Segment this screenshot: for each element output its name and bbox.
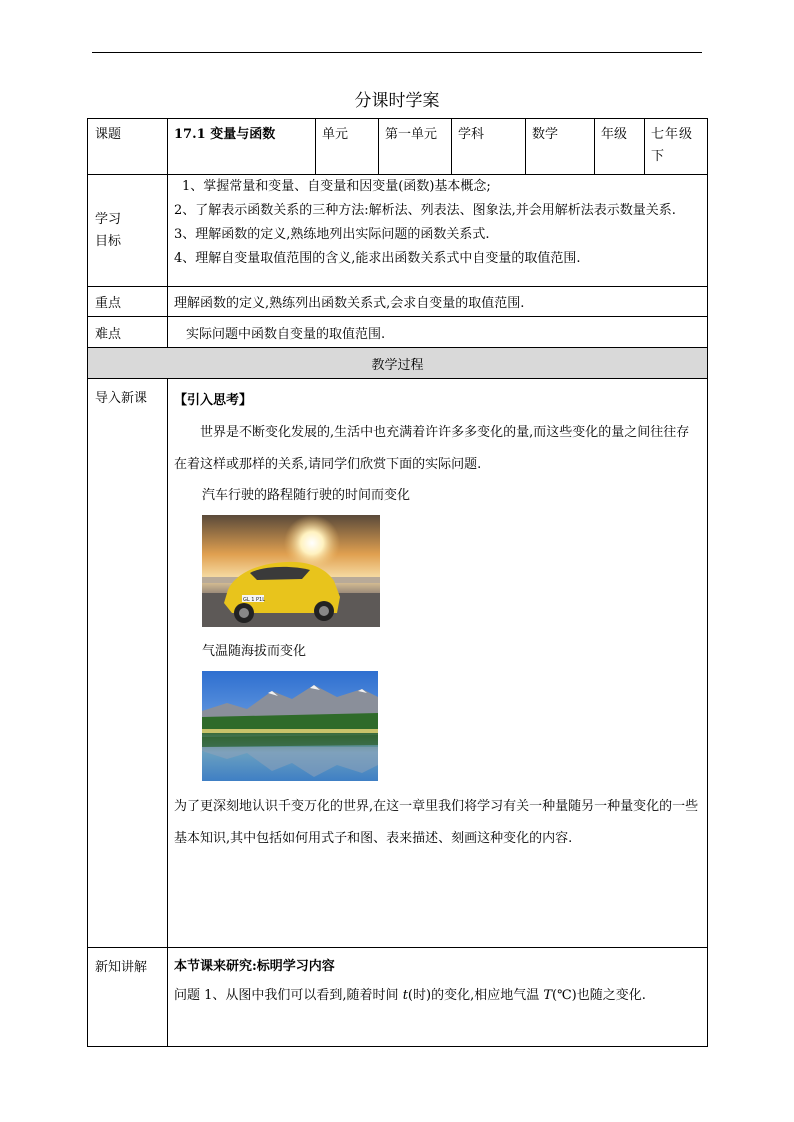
header-row [88, 119, 708, 175]
objectives-list [168, 175, 708, 287]
unit-label: 单元 [316, 119, 379, 175]
intro-paragraph: 世界是不断变化发展的,生活中也充满着许许多多变化的量,而这些变化的量之间往往存在着这样或那样的关系,请同学们欣赏下面的实际问题. [174, 425, 690, 472]
objective-item: 3、理解函数的定义,熟练地列出实际问题的函数关系式. [174, 227, 490, 242]
car-caption: 汽车行驶的路程随行驶的时间而变化 [202, 488, 411, 503]
mountain-lake-photo [202, 671, 378, 781]
grade-label: 年级 [595, 119, 645, 175]
topic-value: 17.1 变量与函数 [168, 119, 316, 175]
header-rule [92, 52, 702, 53]
intro-heading: 【引入思考】 [174, 393, 253, 408]
difficulties-value: 实际问题中函数自变量的取值范围. [168, 317, 708, 348]
subject-label: 学科 [452, 119, 526, 175]
new-knowledge-heading: 本节课来研究:标明学习内容 [174, 959, 335, 974]
objective-item: 2、了解表示函数关系的三种方法:解析法、列表法、图象法,并会用解析法表示数量关系. [174, 203, 676, 218]
lesson-plan-table [87, 118, 708, 1047]
intro-row [88, 379, 708, 948]
key-points-row [88, 287, 708, 317]
new-knowledge-content [168, 948, 708, 1047]
objectives-row [88, 175, 708, 287]
car-photo [202, 515, 380, 627]
intro-closing: 为了更深刻地认识千变万化的世界,在这一章里我们将学习有关一种量随另一种量变化的一些基本知识,其中包括如何用式子和图、表来描述、刻画这种变化的内容. [174, 799, 699, 846]
objectives-label: 学习目标 [88, 175, 168, 287]
key-points-value: 理解函数的定义,熟练列出函数关系式,会求自变量的取值范围. [168, 287, 708, 317]
license-plate: GL 1 P1L [243, 597, 266, 603]
new-knowledge-label: 新知讲解 [88, 948, 168, 1047]
key-points-label: 重点 [88, 287, 168, 317]
topic-label: 课题 [88, 119, 168, 175]
question-1: 问题 1、从图中我们可以看到,随着时间 t(时)的变化,相应地气温 T(℃)也随之变化. [174, 988, 646, 1003]
lake-caption: 气温随海拔而变化 [202, 644, 307, 659]
variable-t: t [402, 988, 408, 1003]
page-title: 分课时学案 [354, 91, 440, 111]
unit-value: 第一单元 [379, 119, 452, 175]
process-header: 教学过程 [88, 348, 708, 379]
intro-content [168, 379, 708, 948]
difficulties-label: 难点 [88, 317, 168, 348]
grade-value: 七年级下 [645, 119, 708, 175]
difficulties-row [88, 317, 708, 348]
variable-T: T [543, 988, 553, 1003]
intro-label: 导入新课 [88, 379, 168, 948]
objective-item: 4、理解自变量取值范围的含义,能求出函数关系式中自变量的取值范围. [174, 251, 581, 266]
process-header-row [88, 348, 708, 379]
subject-value: 数学 [526, 119, 595, 175]
new-knowledge-row [88, 948, 708, 1047]
objective-item: 1、掌握常量和变量、自变量和因变量(函数)基本概念; [182, 179, 491, 194]
